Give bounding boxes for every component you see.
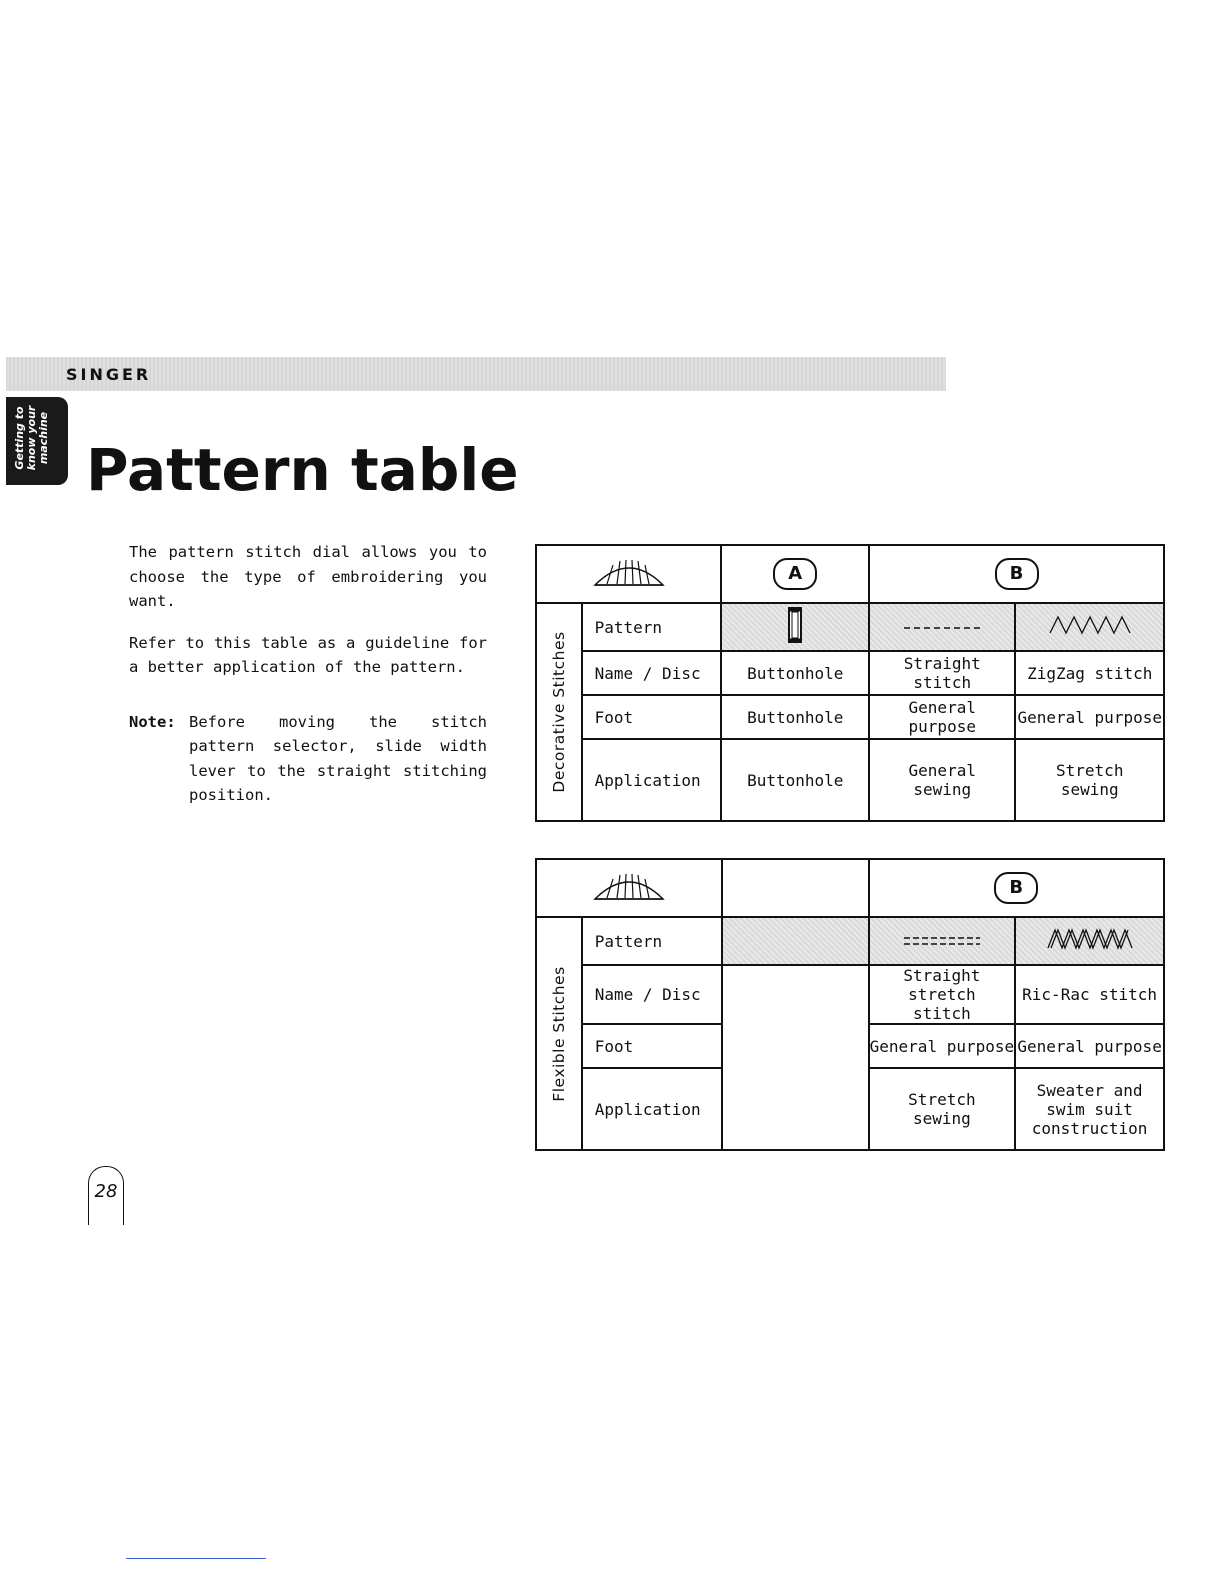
application-line: Sweater and xyxy=(1036,1080,1143,1100)
dial-icon xyxy=(593,557,665,587)
application-line: sewing xyxy=(913,780,972,799)
decorative-stitches-table xyxy=(535,544,1165,822)
pattern-cell xyxy=(869,917,1016,965)
straight-stitch-pattern-icon xyxy=(902,623,982,633)
foot-b-badge: B xyxy=(995,558,1039,590)
group-label: Flexible Stitches xyxy=(549,965,568,1102)
section-tab-label: Getting to know your machine xyxy=(13,405,50,471)
name-cell: Ric-Rac stitch xyxy=(1015,965,1164,1024)
intro-text xyxy=(129,540,487,808)
pattern-cell xyxy=(869,603,1015,651)
row-label-application: Application xyxy=(582,739,722,821)
name-line: Straight stretch xyxy=(903,966,981,1004)
application-line: sewing xyxy=(912,1109,971,1128)
note-label: Note: xyxy=(129,712,176,731)
foot-cell: Buttonhole xyxy=(721,695,869,739)
foot-b-header xyxy=(869,859,1164,917)
flexible-stitches-table xyxy=(535,858,1165,1151)
application-line: swim suit xyxy=(1046,1099,1133,1119)
note xyxy=(129,710,487,808)
group-label: Decorative Stitches xyxy=(549,631,568,793)
foot-b-badge: B xyxy=(994,872,1038,904)
name-line: stitch xyxy=(912,1004,971,1023)
brand-logo: SINGER xyxy=(66,365,152,384)
application-cell xyxy=(869,1068,1016,1150)
note-text: Before moving the stitch pattern selector, slide width lever to the straight stitching position. xyxy=(189,712,487,804)
page-title: Pattern table xyxy=(86,436,519,504)
group-label-cell xyxy=(536,917,582,1150)
foot-cell: General purpose xyxy=(869,1024,1016,1068)
intro-paragraph: The pattern stitch dial allows you to choose the type of embroidering you want. xyxy=(129,543,487,610)
application-line: Stretch xyxy=(1056,761,1124,780)
foot-cell: General purpose xyxy=(869,695,1015,739)
zigzag-pattern-icon xyxy=(1048,615,1132,635)
application-cell xyxy=(1015,739,1164,821)
footer-rule xyxy=(126,1558,266,1559)
dial-icon xyxy=(593,871,665,901)
row-label-foot: Foot xyxy=(582,695,722,739)
intro-paragraph: Refer to this table as a guideline for a better application of the pattern. xyxy=(129,633,487,676)
name-cell: Buttonhole xyxy=(721,651,869,695)
application-cell xyxy=(1015,1068,1164,1150)
application-line: General xyxy=(908,761,976,780)
dial-header-cell xyxy=(536,545,721,603)
application-line: sewing xyxy=(1060,780,1119,799)
application-cell xyxy=(869,739,1015,821)
foot-b-header xyxy=(869,545,1164,603)
dial-header-cell xyxy=(536,859,722,917)
empty-header-cell xyxy=(722,859,869,917)
group-label-cell xyxy=(536,603,582,821)
name-cell xyxy=(869,965,1016,1024)
name-cell: Straight stitch xyxy=(869,651,1015,695)
application-cell: Buttonhole xyxy=(721,739,869,821)
pattern-cell xyxy=(722,917,869,965)
straight-stretch-pattern-icon xyxy=(902,935,982,947)
foot-cell: General purpose xyxy=(1015,695,1164,739)
row-label-name: Name / Disc xyxy=(582,651,722,695)
row-label-application: Application xyxy=(582,1068,722,1150)
pattern-cell xyxy=(721,603,869,651)
empty-column-cell xyxy=(722,965,869,1150)
row-label-pattern: Pattern xyxy=(582,917,722,965)
ric-rac-pattern-icon xyxy=(1046,928,1134,950)
page-number: 28 xyxy=(94,1181,118,1202)
buttonhole-pattern-icon xyxy=(785,606,805,644)
foot-cell: General purpose xyxy=(1015,1024,1164,1068)
name-cell: ZigZag stitch xyxy=(1015,651,1164,695)
row-label-pattern: Pattern xyxy=(582,603,722,651)
row-label-foot: Foot xyxy=(582,1024,722,1068)
pattern-cell xyxy=(1015,603,1164,651)
page-number-tab xyxy=(88,1166,124,1225)
application-line: construction xyxy=(1031,1118,1148,1138)
row-label-name: Name / Disc xyxy=(582,965,722,1024)
foot-a-badge: A xyxy=(773,558,817,590)
foot-a-header xyxy=(721,545,869,603)
application-line: Stretch xyxy=(908,1090,976,1109)
pattern-cell xyxy=(1015,917,1164,965)
